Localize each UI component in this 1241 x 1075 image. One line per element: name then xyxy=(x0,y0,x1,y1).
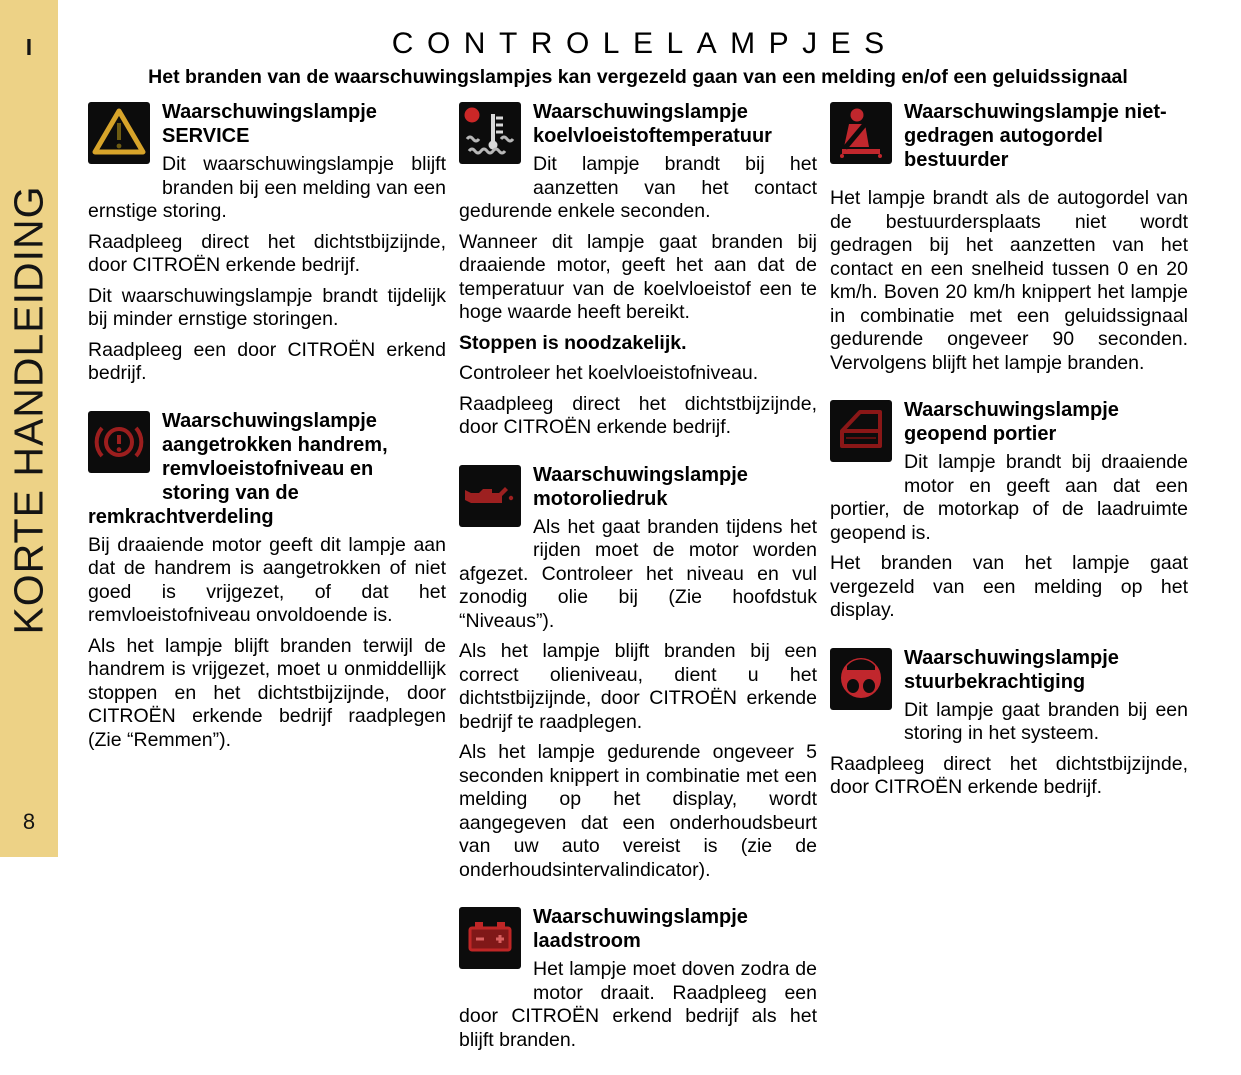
section-service xyxy=(88,100,446,393)
paragraph: Als het lampje blijft branden bij een correct olieniveau, dient u het dichtstbijzijnde, door CITROËN erkende bedrijf te raadplegen. xyxy=(459,640,817,733)
section-coolant-temperature xyxy=(459,100,817,447)
paragraph: Bij draaiende motor geeft dit lampje aan dat de handrem is aangetrokken of niet goed is vrijgezet, of dat het remvloeistofniveau onvoldoende is. xyxy=(88,533,446,626)
section-door-open xyxy=(830,398,1188,630)
paragraph: Als het gaat branden tijdens het rijden moet de motor worden afgezet. Controleer het niveau en vul zonodig olie bij (Zie hoofdstuk “Niveaus”). xyxy=(459,515,817,632)
paragraph: Het lampje moet doven zodra de motor draait. Raadpleeg een door CITROËN erkend bedrijf als het blijft branden. xyxy=(459,958,817,1051)
section-title: Waarschuwingslampje stuurbekrachtiging xyxy=(904,646,1119,693)
door-open-icon xyxy=(830,400,892,462)
battery-charge-icon xyxy=(459,907,521,969)
section-title: Waarschuwingslampje laadstroom xyxy=(533,906,748,952)
column-3 xyxy=(830,100,1188,1075)
seatbelt-warning-icon xyxy=(830,102,892,164)
spine-vertical-title: KORTE HANDLEIDING xyxy=(5,185,52,635)
section-title: Waarschuwingslampje geopend portier xyxy=(904,399,1119,445)
page-number: 8 xyxy=(22,809,36,834)
paragraph: Het branden van het lampje gaat vergezeld van een melding op het display. xyxy=(830,552,1188,621)
paragraph: Het lampje brandt als de autogordel van de bestuurdersplaats niet wordt gedragen bij het aanzetten van het contact en een snelheid tussen 0 en 20 km/h. Boven 20 km/h knippert het lampje in combinatie met een geluidssignaal gedurende ongeveer 90 seconden. Vervolgens blijft het lampje branden. xyxy=(830,187,1188,374)
paragraph: Raadpleeg een door CITROËN erkend bedrijf. xyxy=(88,338,446,384)
paragraph: Dit lampje brandt bij het aanzetten van het contact gedurende enkele seconden. xyxy=(459,153,817,222)
section-battery-charge xyxy=(459,905,817,1059)
paragraph: Raadpleeg direct het dichtstbijzijnde, door CITROËN erkende bedrijf. xyxy=(459,392,817,438)
section-title: Waarschuwingslampje aangetrokken handrem, remvloeistofniveau en storing van de remkrachtverdeling xyxy=(88,409,388,528)
paragraph: Dit waarschuwingslampje brandt tijdelijk bij minder ernstige storingen. xyxy=(88,284,446,330)
paragraph-bold: Stoppen is noodzakelijk. xyxy=(459,331,687,354)
warning-triangle-icon xyxy=(88,102,150,164)
paragraph: Dit waarschuwingslampje blijft branden bij een melding van een ernstige storing. xyxy=(88,153,446,222)
chapter-tab-letter: I xyxy=(25,34,33,60)
section-title: Waarschuwingslampje SERVICE xyxy=(162,101,377,147)
page-title: CONTROLELAMPJES xyxy=(391,27,898,60)
paragraph: Raadpleeg direct het dichtstbijzijnde, door CITROËN erkende bedrijf. xyxy=(88,230,446,276)
section-title: Waarschuwingslampje motoroliedruk xyxy=(533,463,748,510)
column-1 xyxy=(88,100,446,1075)
coolant-temperature-icon xyxy=(459,102,521,164)
paragraph: Als het lampje gedurende ongeveer 5 seconden knippert in combinatie met een melding op het display, wordt aangegeven dat een onderhoudsbeurt van uw auto vereist is (zie de onderhoudsintervalindicator). xyxy=(459,741,817,881)
paragraph: Als het lampje blijft branden terwijl de handrem is vrijgezet, moet u onmiddellijk stoppen en het dichtstbijzijnde, door CITROËN erkende bedrijf raadplegen (Zie “Remmen”). xyxy=(88,634,446,751)
section-power-steering xyxy=(830,646,1188,807)
section-engine-oil xyxy=(459,463,817,890)
paragraph: Controleer het koelvloeistofniveau. xyxy=(459,362,759,384)
content-area xyxy=(88,0,1188,1075)
engine-oil-pressure-icon xyxy=(459,465,521,527)
section-title: Waarschuwingslampje koelvloeistoftemperatuur xyxy=(533,101,772,147)
section-seatbelt xyxy=(830,100,1188,382)
paragraph: Dit lampje gaat branden bij een storing in het systeem. xyxy=(904,698,1188,744)
section-handbrake xyxy=(88,409,446,760)
three-column-layout xyxy=(88,100,1188,1075)
spine-sidebar xyxy=(0,0,58,857)
section-title: Waarschuwingslampje niet-gedragen autogordel bestuurder xyxy=(904,101,1167,171)
paragraph: Raadpleeg direct het dichtstbijzijnde, door CITROËN erkende bedrijf. xyxy=(830,752,1188,798)
column-2 xyxy=(459,100,817,1075)
page-subtitle: Het branden van de waarschuwingslampjes kan vergezeld gaan van een melding en/of een geluidssignaal xyxy=(148,66,1128,88)
handbrake-warning-icon xyxy=(88,411,150,473)
power-steering-icon xyxy=(830,648,892,710)
paragraph: Dit lampje brandt bij draaiende motor en geeft aan dat een portier, de motorkap of de laadruimte geopend is. xyxy=(830,451,1188,544)
paragraph: Wanneer dit lampje gaat branden bij draaiende motor, geeft het aan dat de temperatuur van de koelvloeistof een te hoge waarde heeft bereikt. xyxy=(459,230,817,323)
